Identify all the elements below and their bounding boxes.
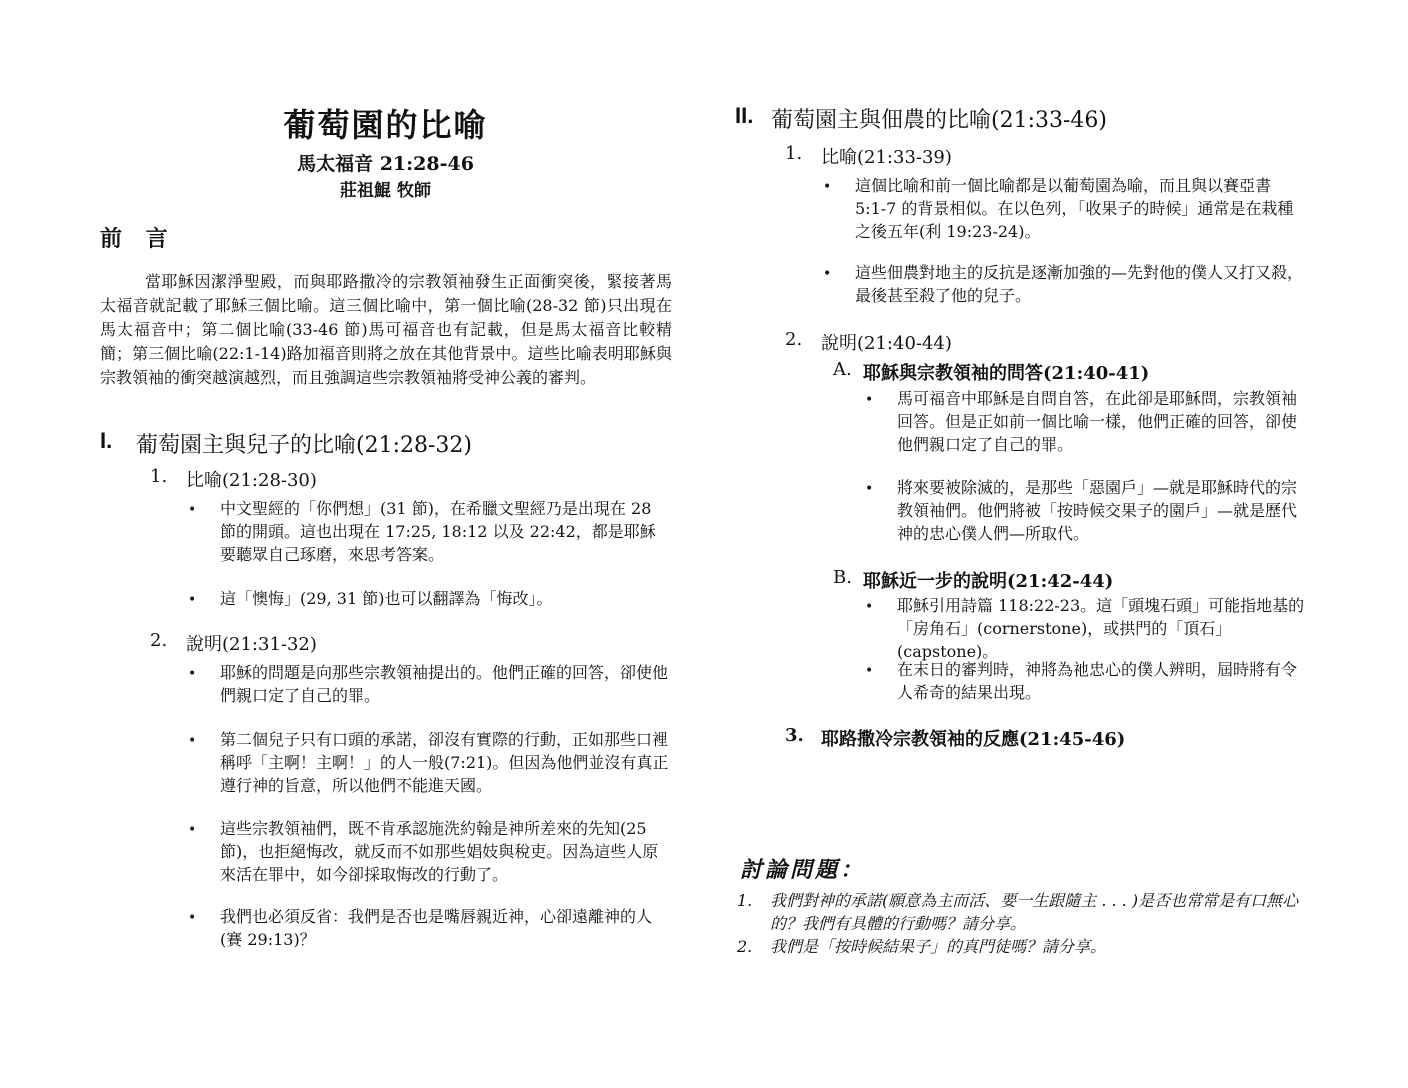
bullet-point <box>188 905 670 951</box>
bullet-text: 耶穌的問題是向那些宗教領袖提出的。他們正確的回答，卻使他們親口定了自己的罪。 <box>220 663 669 705</box>
intro-paragraph: 當耶穌因潔淨聖殿，而與耶路撒冷的宗教領袖發生正面衝突後，緊接著馬太福音就記載了耶穌三個比喻。這三個比喻中，第一個比喻(28-32 節)只出現在馬太福音中；第二個比喻(33-46 節)馬可福音也有記載，但是馬太福音比較精簡；第三個比喻(22:1-14)路加福音則將之放在其他背景中。這些比喻表明耶穌與宗教領袖的衝突越演越烈，而且強調這些宗教領袖將受神公義的審判。 <box>100 272 672 387</box>
bullet-icon <box>188 728 220 797</box>
subsection-letter: B. <box>833 567 852 588</box>
page-title: 葡萄園的比喻 <box>283 106 488 144</box>
discussion-heading: 討論問題： <box>740 857 866 883</box>
item-2-1-heading <box>785 143 952 169</box>
bullet-point <box>188 497 670 566</box>
bullet-point <box>188 661 670 707</box>
item-title: 說明(21:31-32) <box>186 634 317 655</box>
bullet-point <box>823 261 1303 307</box>
bullet-point <box>865 594 1310 663</box>
item-number: 1. <box>150 466 168 487</box>
bullet-text: 這些佃農對地主的反抗是逐漸加強的—先對他的僕人又打又殺，最後甚至殺了他的兒子。 <box>855 263 1304 305</box>
question-number: 1. <box>737 891 753 910</box>
bullet-icon <box>823 261 855 307</box>
bullet-icon <box>865 476 897 545</box>
question-number: 2. <box>737 937 753 956</box>
preface-heading: 前 言 <box>100 226 176 252</box>
bullet-text: 耶穌引用詩篇 118:22-23。這「頭塊石頭」可能指地基的「房角石」(cornerstone)，或拱門的「頂石」(capstone)。 <box>897 596 1305 661</box>
bullet-point <box>188 587 670 612</box>
subsection-b-heading <box>833 567 1113 593</box>
bullet-text: 將來要被除滅的，是那些「惡園戶」—就是耶穌時代的宗教領袖們。他們將被「按時候交果子的園戶」—就是歷代神的忠心僕人們—所取代。 <box>897 478 1298 543</box>
bullet-point <box>865 476 1310 545</box>
bullet-text: 馬可福音中耶穌是自問自答，在此卻是耶穌問，宗教領袖回答。但是正如前一個比喻一樣，他們正確的回答，卻使他們親口定了自己的罪。 <box>897 389 1298 454</box>
bullet-point <box>188 728 670 797</box>
subsection-title: 耶穌近一步的說明(21:42-44) <box>863 571 1114 592</box>
section-title: 葡萄園主與兒子的比喻(21:28-32) <box>136 433 472 458</box>
section-title: 葡萄園主與佃農的比喻(21:33-46) <box>771 108 1107 133</box>
bullet-icon <box>865 387 897 456</box>
bullet-icon <box>188 497 220 566</box>
item-title: 耶路撒冷宗教領袖的反應(21:45-46) <box>821 729 1126 750</box>
section-1-heading <box>100 428 472 459</box>
item-1-2-heading <box>150 630 317 656</box>
bullet-text: 這個比喻和前一個比喻都是以葡萄園為喻，而且與以賽亞書 5:1-7 的背景相似。在以色列，「收果子的時候」通常是在栽種之後五年(利 19:23-24)。 <box>855 176 1294 241</box>
section-number: I. <box>100 428 113 453</box>
question-text: 我們是「按時候結果子」的真門徒嗎？請分享。 <box>770 937 1107 956</box>
bullet-text: 這些宗教領袖們，既不肯承認施洗約翰是神所差來的先知(25 節)，也拒絕悔改，就反而不如那些娼妓與稅吏。因為這些人原來活在罪中，如今卻採取悔改的行動了。 <box>220 819 659 884</box>
bullet-text: 這「懊悔」(29, 31 節)也可以翻譯為「悔改」。 <box>220 589 553 608</box>
item-title: 比喻(21:28-30) <box>186 470 317 491</box>
author: 莊祖鯤 牧師 <box>340 181 431 201</box>
item-number: 3. <box>785 725 804 746</box>
bullet-icon <box>188 817 220 886</box>
bullet-icon <box>865 658 897 704</box>
bullet-icon <box>188 661 220 707</box>
item-2-2-heading <box>785 329 952 355</box>
discussion-question <box>737 935 1315 958</box>
bullet-text: 在末日的審判時，神將為祂忠心的僕人辨明，屆時將有令人希奇的結果出現。 <box>897 660 1298 702</box>
item-title: 比喻(21:33-39) <box>821 147 952 168</box>
subsection-a-heading <box>833 359 1149 385</box>
item-number: 2. <box>150 630 168 651</box>
question-text: 我們對神的承諾(願意為主而活、要一生跟隨主 . . . )是否也常常是有口無心的？我們有具體的行動嗎？請分享。 <box>770 891 1299 933</box>
item-number: 1. <box>785 143 803 164</box>
bullet-point <box>865 387 1310 456</box>
item-number: 2. <box>785 329 803 350</box>
subsection-letter: A. <box>833 359 852 380</box>
bullet-icon <box>865 594 897 663</box>
bullet-point <box>188 817 670 886</box>
item-1-1-heading <box>150 466 317 492</box>
bullet-point <box>865 658 1310 704</box>
bullet-icon <box>823 174 855 243</box>
item-2-3-heading <box>785 725 1125 751</box>
bullet-icon <box>188 587 220 612</box>
item-title: 說明(21:40-44) <box>821 333 952 354</box>
section-2-heading <box>735 103 1107 134</box>
section-number: II. <box>735 103 754 128</box>
scripture-reference: 馬太福音 21:28-46 <box>297 153 474 175</box>
subsection-title: 耶穌與宗教領袖的問答(21:40-41) <box>863 363 1150 384</box>
bullet-text: 我們也必須反省：我們是否也是嘴唇親近神，心卻遠離神的人(賽 29:13)？ <box>220 907 653 949</box>
bullet-point <box>823 174 1303 243</box>
bullet-text: 中文聖經的「你們想」(31 節)，在希臘文聖經乃是出現在 28 節的開頭。這也出現在 17:25, 18:12 以及 22:42，都是耶穌要聽眾自己琢磨，來思考答案。 <box>220 499 656 564</box>
bullet-icon <box>188 905 220 951</box>
bullet-text: 第二個兒子只有口頭的承諾，卻沒有實際的行動，正如那些口裡稱呼「主啊！主啊！」的人一般(7:21)。但因為他們並沒有真正遵行神的旨意，所以他們不能進天國。 <box>220 730 669 795</box>
discussion-question <box>737 889 1315 935</box>
